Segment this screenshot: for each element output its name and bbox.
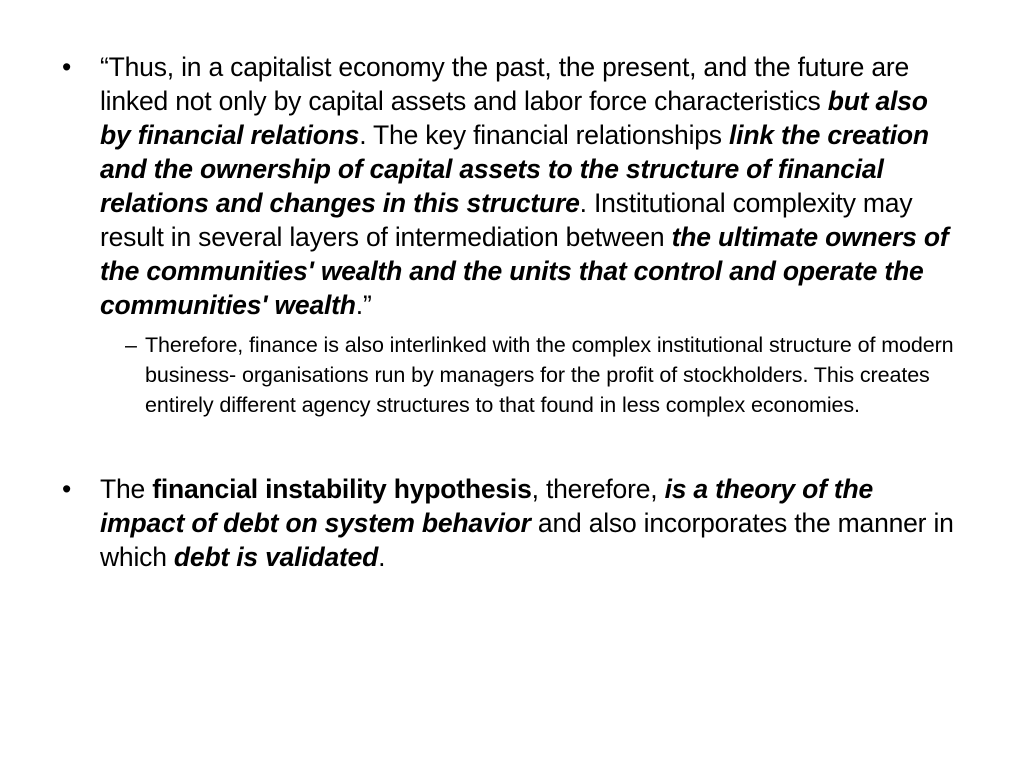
quote-text-part-1: “Thus, in a capitalist economy the past, the present, and the future are linked not only by capital assets and labor force characteristics: [100, 52, 910, 116]
bullet-item-quote: [62, 50, 962, 420]
sub-bullet-item: [100, 330, 962, 420]
dash-marker: –: [125, 333, 137, 357]
quote-emphasis-owners-wealth: the ultimate owners of the communities' wealth and the units that control and operate the communities' wealth: [100, 222, 949, 320]
quote-emphasis-financial-relations: but also by financial relations: [100, 86, 928, 150]
bullet-item-hypothesis: [62, 472, 962, 574]
hypothesis-text: [100, 474, 954, 572]
hypothesis-text-part-1: The: [100, 474, 153, 504]
hypothesis-emphasis-theory: is a theory of the impact of debt on system behavior: [100, 474, 874, 538]
hypothesis-text-part-4: .: [378, 542, 386, 572]
sub-bullet-text: Therefore, finance is also interlinked with the complex institutional structure of modern business- organisations run by managers for the profit of stockholders. This creates entirely different agency structures to that found in less complex economies.: [145, 333, 954, 417]
hypothesis-text-part-2: , therefore,: [531, 474, 665, 504]
hypothesis-emphasis-validated: debt is validated: [173, 542, 379, 572]
sub-bullet-list: [100, 330, 962, 420]
bullet-list: [62, 50, 962, 574]
bullet-marker: •: [62, 52, 72, 82]
quote-text: [100, 52, 948, 320]
quote-text-part-4: .”: [355, 290, 372, 320]
quote-text-part-3: . Institutional complexity may result in several layers of intermediation between: [100, 188, 913, 252]
bullet-marker: •: [62, 474, 72, 504]
quote-text-part-2: . The key financial relationships: [359, 120, 730, 150]
hypothesis-text-part-3: and also incorporates the manner in which: [100, 508, 954, 572]
quote-emphasis-capital-assets: link the creation and the ownership of capital assets to the structure of financial relations and changes in this structure: [100, 120, 929, 218]
hypothesis-term: financial instability hypothesis: [152, 474, 532, 504]
